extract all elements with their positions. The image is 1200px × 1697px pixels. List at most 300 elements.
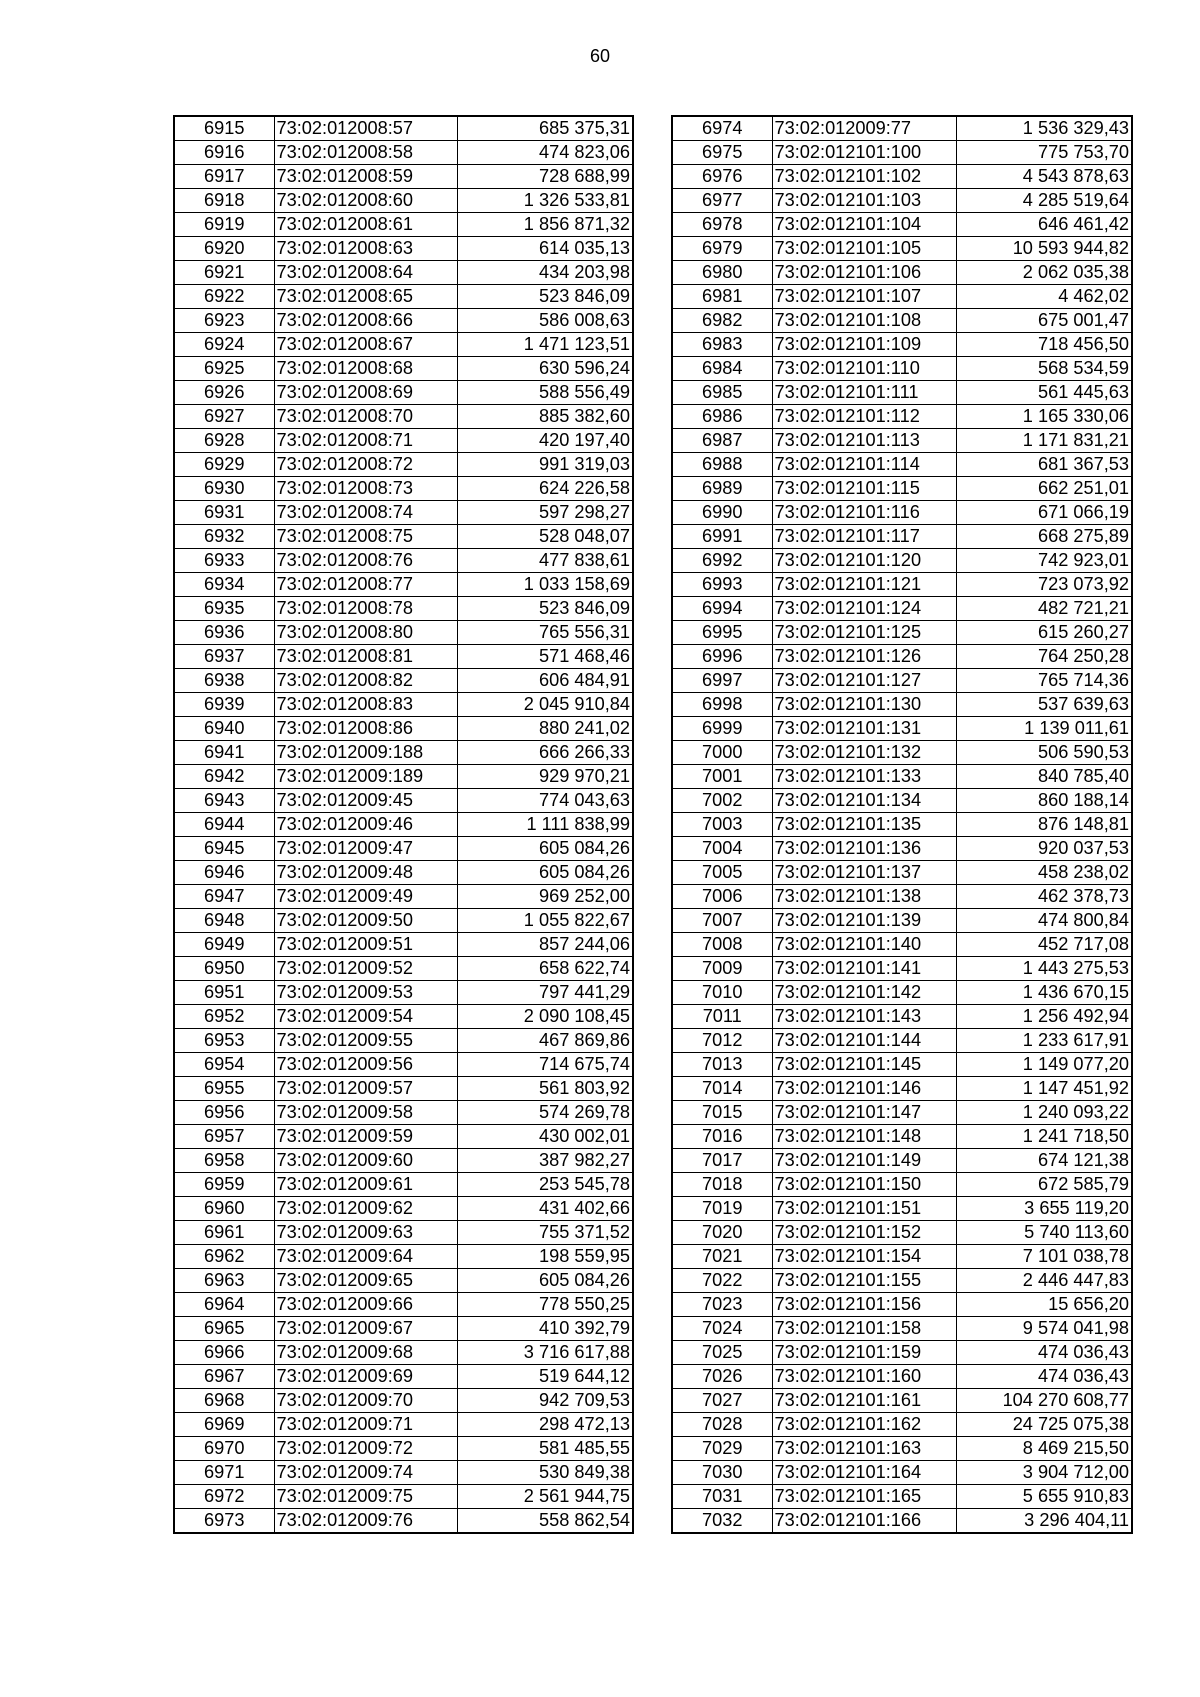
cadastral-number: 73:02:012008:68 bbox=[274, 357, 457, 381]
cadastral-value: 857 244,06 bbox=[457, 933, 633, 957]
table-row bbox=[174, 765, 633, 789]
cadastral-number: 73:02:012009:55 bbox=[274, 1029, 457, 1053]
cadastral-value: 474 800,84 bbox=[956, 909, 1132, 933]
cadastral-number: 73:02:012101:111 bbox=[772, 381, 956, 405]
cadastral-value: 462 378,73 bbox=[956, 885, 1132, 909]
cadastral-number: 73:02:012101:150 bbox=[772, 1173, 956, 1197]
table-row bbox=[174, 1101, 633, 1125]
row-number: 7019 bbox=[672, 1197, 772, 1221]
cadastral-number: 73:02:012008:66 bbox=[274, 309, 457, 333]
cadastral-number: 73:02:012009:66 bbox=[274, 1293, 457, 1317]
cadastral-value: 1 033 158,69 bbox=[457, 573, 633, 597]
cadastral-value: 7 101 038,78 bbox=[956, 1245, 1132, 1269]
row-number: 6956 bbox=[174, 1101, 274, 1125]
cadastral-value: 4 462,02 bbox=[956, 285, 1132, 309]
cadastral-value: 387 982,27 bbox=[457, 1149, 633, 1173]
cadastral-number: 73:02:012101:164 bbox=[772, 1461, 956, 1485]
cadastral-number: 73:02:012101:105 bbox=[772, 237, 956, 261]
cadastral-number: 73:02:012008:74 bbox=[274, 501, 457, 525]
table-row bbox=[174, 1389, 633, 1413]
row-number: 6915 bbox=[174, 116, 274, 141]
table-row bbox=[174, 1221, 633, 1245]
cadastral-number: 73:02:012101:107 bbox=[772, 285, 956, 309]
row-number: 6966 bbox=[174, 1341, 274, 1365]
cadastral-value: 1 471 123,51 bbox=[457, 333, 633, 357]
row-number: 6918 bbox=[174, 189, 274, 213]
cadastral-number: 73:02:012101:165 bbox=[772, 1485, 956, 1509]
cadastral-value: 3 296 404,11 bbox=[956, 1509, 1132, 1534]
row-number: 7016 bbox=[672, 1125, 772, 1149]
row-number: 6953 bbox=[174, 1029, 274, 1053]
cadastral-value: 24 725 075,38 bbox=[956, 1413, 1132, 1437]
row-number: 7000 bbox=[672, 741, 772, 765]
cadastral-number: 73:02:012009:70 bbox=[274, 1389, 457, 1413]
cadastral-value: 2 062 035,38 bbox=[956, 261, 1132, 285]
table-row bbox=[672, 1197, 1132, 1221]
cadastral-number: 73:02:012101:126 bbox=[772, 645, 956, 669]
row-number: 6984 bbox=[672, 357, 772, 381]
cadastral-value: 523 846,09 bbox=[457, 597, 633, 621]
cadastral-number: 73:02:012101:149 bbox=[772, 1149, 956, 1173]
cadastral-value: 1 139 011,61 bbox=[956, 717, 1132, 741]
cadastral-number: 73:02:012009:76 bbox=[274, 1509, 457, 1534]
row-number: 6947 bbox=[174, 885, 274, 909]
row-number: 7022 bbox=[672, 1269, 772, 1293]
table-row bbox=[174, 237, 633, 261]
cadastral-number: 73:02:012009:49 bbox=[274, 885, 457, 909]
row-number: 6954 bbox=[174, 1053, 274, 1077]
cadastral-value: 671 066,19 bbox=[956, 501, 1132, 525]
cadastral-value: 681 367,53 bbox=[956, 453, 1132, 477]
row-number: 7020 bbox=[672, 1221, 772, 1245]
row-number: 6996 bbox=[672, 645, 772, 669]
cadastral-number: 73:02:012101:159 bbox=[772, 1341, 956, 1365]
row-number: 6999 bbox=[672, 717, 772, 741]
table-row bbox=[672, 1053, 1132, 1077]
cadastral-number: 73:02:012101:106 bbox=[772, 261, 956, 285]
row-number: 7028 bbox=[672, 1413, 772, 1437]
table-row bbox=[174, 1461, 633, 1485]
table-row bbox=[174, 813, 633, 837]
cadastral-value: 775 753,70 bbox=[956, 141, 1132, 165]
row-number: 6946 bbox=[174, 861, 274, 885]
table-row bbox=[672, 1245, 1132, 1269]
cadastral-number: 73:02:012101:143 bbox=[772, 1005, 956, 1029]
table-row bbox=[174, 1365, 633, 1389]
cadastral-number: 73:02:012101:112 bbox=[772, 405, 956, 429]
table-row bbox=[672, 261, 1132, 285]
cadastral-value: 685 375,31 bbox=[457, 116, 633, 141]
cadastral-value: 723 073,92 bbox=[956, 573, 1132, 597]
row-number: 6945 bbox=[174, 837, 274, 861]
row-number: 6924 bbox=[174, 333, 274, 357]
cadastral-number: 73:02:012101:137 bbox=[772, 861, 956, 885]
row-number: 6930 bbox=[174, 477, 274, 501]
cadastral-number: 73:02:012008:82 bbox=[274, 669, 457, 693]
cadastral-number: 73:02:012008:81 bbox=[274, 645, 457, 669]
cadastral-number: 73:02:012101:162 bbox=[772, 1413, 956, 1437]
cadastral-number: 73:02:012101:121 bbox=[772, 573, 956, 597]
cadastral-value: 4 543 878,63 bbox=[956, 165, 1132, 189]
cadastral-value: 942 709,53 bbox=[457, 1389, 633, 1413]
row-number: 7023 bbox=[672, 1293, 772, 1317]
row-number: 6992 bbox=[672, 549, 772, 573]
table-row bbox=[174, 1149, 633, 1173]
cadastral-number: 73:02:012008:83 bbox=[274, 693, 457, 717]
cadastral-number: 73:02:012101:130 bbox=[772, 693, 956, 717]
cadastral-value: 714 675,74 bbox=[457, 1053, 633, 1077]
cadastral-value: 728 688,99 bbox=[457, 165, 633, 189]
table-row bbox=[174, 717, 633, 741]
cadastral-value: 920 037,53 bbox=[956, 837, 1132, 861]
cadastral-value: 1 233 617,91 bbox=[956, 1029, 1132, 1053]
cadastral-number: 73:02:012009:58 bbox=[274, 1101, 457, 1125]
cadastral-number: 73:02:012009:45 bbox=[274, 789, 457, 813]
cadastral-number: 73:02:012101:116 bbox=[772, 501, 956, 525]
row-number: 6968 bbox=[174, 1389, 274, 1413]
cadastral-value: 675 001,47 bbox=[956, 309, 1132, 333]
cadastral-value: 2 045 910,84 bbox=[457, 693, 633, 717]
cadastral-value: 474 036,43 bbox=[956, 1365, 1132, 1389]
row-number: 6922 bbox=[174, 285, 274, 309]
table-row bbox=[672, 741, 1132, 765]
cadastral-value: 298 472,13 bbox=[457, 1413, 633, 1437]
cadastral-value: 561 803,92 bbox=[457, 1077, 633, 1101]
row-number: 7024 bbox=[672, 1317, 772, 1341]
cadastral-number: 73:02:012101:147 bbox=[772, 1101, 956, 1125]
row-number: 6977 bbox=[672, 189, 772, 213]
table-row bbox=[672, 453, 1132, 477]
row-number: 6952 bbox=[174, 1005, 274, 1029]
row-number: 6916 bbox=[174, 141, 274, 165]
cadastral-number: 73:02:012008:63 bbox=[274, 237, 457, 261]
row-number: 7012 bbox=[672, 1029, 772, 1053]
row-number: 6919 bbox=[174, 213, 274, 237]
row-number: 6927 bbox=[174, 405, 274, 429]
cadastral-value: 755 371,52 bbox=[457, 1221, 633, 1245]
cadastral-value: 530 849,38 bbox=[457, 1461, 633, 1485]
cadastral-value: 1 111 838,99 bbox=[457, 813, 633, 837]
cadastral-number: 73:02:012009:61 bbox=[274, 1173, 457, 1197]
cadastral-value: 840 785,40 bbox=[956, 765, 1132, 789]
row-number: 7032 bbox=[672, 1509, 772, 1534]
row-number: 7003 bbox=[672, 813, 772, 837]
cadastral-number: 73:02:012101:124 bbox=[772, 597, 956, 621]
table-row bbox=[174, 1341, 633, 1365]
row-number: 7013 bbox=[672, 1053, 772, 1077]
table-row bbox=[672, 309, 1132, 333]
row-number: 7021 bbox=[672, 1245, 772, 1269]
table-row bbox=[174, 693, 633, 717]
row-number: 6964 bbox=[174, 1293, 274, 1317]
table-row bbox=[672, 597, 1132, 621]
row-number: 6928 bbox=[174, 429, 274, 453]
cadastral-value: 1 241 718,50 bbox=[956, 1125, 1132, 1149]
cadastral-number: 73:02:012101:156 bbox=[772, 1293, 956, 1317]
table-row bbox=[672, 1077, 1132, 1101]
cadastral-value: 410 392,79 bbox=[457, 1317, 633, 1341]
table-row bbox=[174, 981, 633, 1005]
cadastral-value: 458 238,02 bbox=[956, 861, 1132, 885]
cadastral-number: 73:02:012008:73 bbox=[274, 477, 457, 501]
cadastral-value: 8 469 215,50 bbox=[956, 1437, 1132, 1461]
cadastral-number: 73:02:012009:64 bbox=[274, 1245, 457, 1269]
cadastral-value: 581 485,55 bbox=[457, 1437, 633, 1461]
table-row bbox=[174, 1077, 633, 1101]
cadastral-number: 73:02:012009:77 bbox=[772, 116, 956, 141]
cadastral-value: 431 402,66 bbox=[457, 1197, 633, 1221]
cadastral-value: 198 559,95 bbox=[457, 1245, 633, 1269]
table-row bbox=[174, 1029, 633, 1053]
cadastral-number: 73:02:012101:158 bbox=[772, 1317, 956, 1341]
cadastral-number: 73:02:012101:141 bbox=[772, 957, 956, 981]
cadastral-number: 73:02:012008:69 bbox=[274, 381, 457, 405]
table-row bbox=[174, 429, 633, 453]
table-row bbox=[672, 669, 1132, 693]
cadastral-value: 474 036,43 bbox=[956, 1341, 1132, 1365]
row-number: 7006 bbox=[672, 885, 772, 909]
table-row bbox=[174, 285, 633, 309]
row-number: 6990 bbox=[672, 501, 772, 525]
table-row bbox=[672, 957, 1132, 981]
table-row bbox=[672, 693, 1132, 717]
cadastral-number: 73:02:012008:58 bbox=[274, 141, 457, 165]
row-number: 6951 bbox=[174, 981, 274, 1005]
table-row bbox=[672, 549, 1132, 573]
cadastral-number: 73:02:012009:50 bbox=[274, 909, 457, 933]
cadastral-number: 73:02:012101:146 bbox=[772, 1077, 956, 1101]
row-number: 6986 bbox=[672, 405, 772, 429]
cadastral-value: 1 149 077,20 bbox=[956, 1053, 1132, 1077]
row-number: 7014 bbox=[672, 1077, 772, 1101]
cadastral-number: 73:02:012008:77 bbox=[274, 573, 457, 597]
cadastral-number: 73:02:012009:188 bbox=[274, 741, 457, 765]
row-number: 6980 bbox=[672, 261, 772, 285]
table-row bbox=[672, 1437, 1132, 1461]
cadastral-number: 73:02:012008:59 bbox=[274, 165, 457, 189]
table-row bbox=[174, 453, 633, 477]
table-row bbox=[672, 1101, 1132, 1125]
table-row bbox=[174, 957, 633, 981]
cadastral-number: 73:02:012009:52 bbox=[274, 957, 457, 981]
row-number: 6991 bbox=[672, 525, 772, 549]
row-number: 6963 bbox=[174, 1269, 274, 1293]
cadastral-number: 73:02:012008:78 bbox=[274, 597, 457, 621]
row-number: 7018 bbox=[672, 1173, 772, 1197]
cadastral-number: 73:02:012009:47 bbox=[274, 837, 457, 861]
cadastral-value: 2 090 108,45 bbox=[457, 1005, 633, 1029]
cadastral-number: 73:02:012101:132 bbox=[772, 741, 956, 765]
row-number: 6937 bbox=[174, 645, 274, 669]
cadastral-number: 73:02:012009:69 bbox=[274, 1365, 457, 1389]
table-row bbox=[672, 837, 1132, 861]
cadastral-value: 597 298,27 bbox=[457, 501, 633, 525]
cadastral-value: 430 002,01 bbox=[457, 1125, 633, 1149]
table-row bbox=[672, 285, 1132, 309]
cadastral-value: 558 862,54 bbox=[457, 1509, 633, 1534]
cadastral-number: 73:02:012101:113 bbox=[772, 429, 956, 453]
table-row bbox=[174, 405, 633, 429]
table-row bbox=[672, 405, 1132, 429]
row-number: 6932 bbox=[174, 525, 274, 549]
table-row bbox=[672, 1389, 1132, 1413]
cadastral-value: 876 148,81 bbox=[956, 813, 1132, 837]
cadastral-number: 73:02:012101:133 bbox=[772, 765, 956, 789]
cadastral-number: 73:02:012101:135 bbox=[772, 813, 956, 837]
cadastral-value: 764 250,28 bbox=[956, 645, 1132, 669]
cadastral-value: 630 596,24 bbox=[457, 357, 633, 381]
cadastral-number: 73:02:012101:160 bbox=[772, 1365, 956, 1389]
row-number: 6978 bbox=[672, 213, 772, 237]
table-row bbox=[174, 933, 633, 957]
table-row bbox=[672, 885, 1132, 909]
table-row bbox=[672, 189, 1132, 213]
table-row bbox=[174, 309, 633, 333]
table-row bbox=[672, 1125, 1132, 1149]
cadastral-number: 73:02:012009:51 bbox=[274, 933, 457, 957]
table-row bbox=[672, 1293, 1132, 1317]
cadastral-number: 73:02:012101:155 bbox=[772, 1269, 956, 1293]
row-number: 6970 bbox=[174, 1437, 274, 1461]
cadastral-number: 73:02:012101:134 bbox=[772, 789, 956, 813]
row-number: 6993 bbox=[672, 573, 772, 597]
row-number: 6961 bbox=[174, 1221, 274, 1245]
row-number: 6939 bbox=[174, 693, 274, 717]
row-number: 6960 bbox=[174, 1197, 274, 1221]
table-row bbox=[174, 333, 633, 357]
row-number: 6983 bbox=[672, 333, 772, 357]
cadastral-value: 3 655 119,20 bbox=[956, 1197, 1132, 1221]
table-row bbox=[174, 621, 633, 645]
cadastral-number: 73:02:012008:75 bbox=[274, 525, 457, 549]
table-row bbox=[174, 1485, 633, 1509]
cadastral-value: 666 266,33 bbox=[457, 741, 633, 765]
table-row bbox=[672, 213, 1132, 237]
cadastral-number: 73:02:012008:86 bbox=[274, 717, 457, 741]
cadastral-number: 73:02:012101:154 bbox=[772, 1245, 956, 1269]
cadastral-value: 477 838,61 bbox=[457, 549, 633, 573]
table-row bbox=[174, 381, 633, 405]
table-row bbox=[672, 501, 1132, 525]
row-number: 7010 bbox=[672, 981, 772, 1005]
row-number: 7007 bbox=[672, 909, 772, 933]
row-number: 6965 bbox=[174, 1317, 274, 1341]
cadastral-number: 73:02:012101:140 bbox=[772, 933, 956, 957]
row-number: 7031 bbox=[672, 1485, 772, 1509]
table-row bbox=[672, 1149, 1132, 1173]
cadastral-value: 778 550,25 bbox=[457, 1293, 633, 1317]
row-number: 6959 bbox=[174, 1173, 274, 1197]
table-row bbox=[672, 1461, 1132, 1485]
row-number: 6936 bbox=[174, 621, 274, 645]
cadastral-value: 1 240 093,22 bbox=[956, 1101, 1132, 1125]
row-number: 7004 bbox=[672, 837, 772, 861]
cadastral-value: 506 590,53 bbox=[956, 741, 1132, 765]
row-number: 6934 bbox=[174, 573, 274, 597]
table-row bbox=[174, 1005, 633, 1029]
cadastral-value: 765 556,31 bbox=[457, 621, 633, 645]
table-row bbox=[672, 573, 1132, 597]
table-row bbox=[672, 981, 1132, 1005]
table-row bbox=[672, 1221, 1132, 1245]
cadastral-value: 1 055 822,67 bbox=[457, 909, 633, 933]
row-number: 6923 bbox=[174, 309, 274, 333]
table-row bbox=[174, 837, 633, 861]
cadastral-value: 10 593 944,82 bbox=[956, 237, 1132, 261]
table-row bbox=[672, 645, 1132, 669]
cadastral-number: 73:02:012009:71 bbox=[274, 1413, 457, 1437]
row-number: 6997 bbox=[672, 669, 772, 693]
table-row bbox=[174, 1197, 633, 1221]
cadastral-value: 253 545,78 bbox=[457, 1173, 633, 1197]
cadastral-value: 482 721,21 bbox=[956, 597, 1132, 621]
row-number: 6974 bbox=[672, 116, 772, 141]
cadastral-value: 742 923,01 bbox=[956, 549, 1132, 573]
table-row bbox=[672, 525, 1132, 549]
row-number: 6942 bbox=[174, 765, 274, 789]
table-row bbox=[174, 1125, 633, 1149]
cadastral-number: 73:02:012009:53 bbox=[274, 981, 457, 1005]
table-row bbox=[174, 549, 633, 573]
table-row bbox=[672, 333, 1132, 357]
cadastral-number: 73:02:012009:68 bbox=[274, 1341, 457, 1365]
cadastral-value: 1 256 492,94 bbox=[956, 1005, 1132, 1029]
cadastral-number: 73:02:012008:67 bbox=[274, 333, 457, 357]
cadastral-value: 528 048,07 bbox=[457, 525, 633, 549]
table-row bbox=[672, 1269, 1132, 1293]
table-row bbox=[174, 909, 633, 933]
cadastral-number: 73:02:012101:108 bbox=[772, 309, 956, 333]
row-number: 7026 bbox=[672, 1365, 772, 1389]
table-row bbox=[174, 261, 633, 285]
row-number: 6971 bbox=[174, 1461, 274, 1485]
table-row bbox=[174, 1293, 633, 1317]
cadastral-number: 73:02:012009:72 bbox=[274, 1437, 457, 1461]
cadastral-value: 434 203,98 bbox=[457, 261, 633, 285]
row-number: 6940 bbox=[174, 717, 274, 741]
table-row bbox=[672, 141, 1132, 165]
cadastral-value: 1 326 533,81 bbox=[457, 189, 633, 213]
cadastral-number: 73:02:012101:166 bbox=[772, 1509, 956, 1534]
cadastral-value: 658 622,74 bbox=[457, 957, 633, 981]
table-row bbox=[672, 1029, 1132, 1053]
cadastral-number: 73:02:012101:102 bbox=[772, 165, 956, 189]
cadastral-value: 1 165 330,06 bbox=[956, 405, 1132, 429]
table-row bbox=[174, 1413, 633, 1437]
row-number: 6969 bbox=[174, 1413, 274, 1437]
row-number: 6938 bbox=[174, 669, 274, 693]
row-number: 7030 bbox=[672, 1461, 772, 1485]
table-row bbox=[672, 429, 1132, 453]
cadastral-number: 73:02:012101:115 bbox=[772, 477, 956, 501]
cadastral-value: 3 716 617,88 bbox=[457, 1341, 633, 1365]
table-row bbox=[672, 165, 1132, 189]
table-row bbox=[672, 1341, 1132, 1365]
cadastral-value: 672 585,79 bbox=[956, 1173, 1132, 1197]
table-row bbox=[672, 1413, 1132, 1437]
cadastral-number: 73:02:012009:67 bbox=[274, 1317, 457, 1341]
cadastral-number: 73:02:012009:74 bbox=[274, 1461, 457, 1485]
cadastral-value: 467 869,86 bbox=[457, 1029, 633, 1053]
table-row bbox=[174, 1437, 633, 1461]
cadastral-number: 73:02:012009:189 bbox=[274, 765, 457, 789]
table-row bbox=[174, 477, 633, 501]
row-number: 6975 bbox=[672, 141, 772, 165]
cadastral-number: 73:02:012101:110 bbox=[772, 357, 956, 381]
cadastral-value: 420 197,40 bbox=[457, 429, 633, 453]
cadastral-number: 73:02:012009:57 bbox=[274, 1077, 457, 1101]
table-row bbox=[672, 1509, 1132, 1534]
